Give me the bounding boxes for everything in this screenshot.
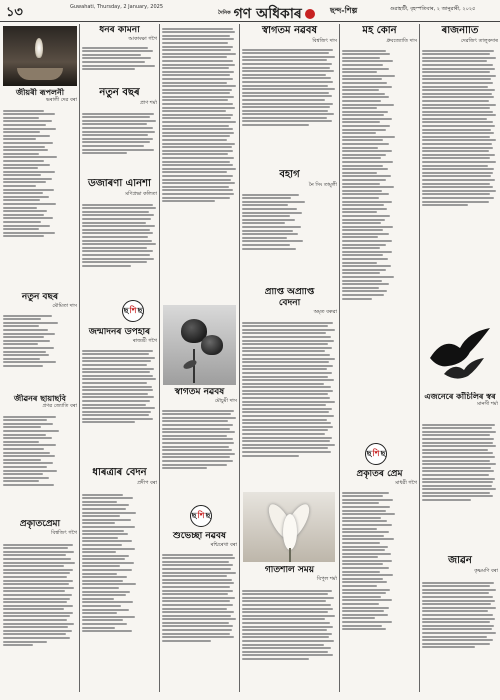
article-ujar-anisa: [82, 179, 157, 199]
article-title: নতুন বছৰ: [21, 293, 59, 302]
article-title: ধৰিত্ৰীৰ বেদন: [92, 468, 147, 478]
logo-left-glyph: ছ: [191, 509, 197, 520]
article-body: [422, 48, 498, 310]
logo-mid-glyph: শি: [129, 304, 137, 315]
column-rule: [239, 24, 240, 692]
article-dharitrir-bedon: [82, 468, 157, 488]
section-title: ছন্দ-শিল্প: [330, 6, 358, 15]
article-author: বিশ্বজিৎ গগৈ: [51, 530, 77, 537]
article-jiyori: [3, 88, 77, 105]
article-notun-bosor-2: [3, 293, 77, 311]
article-title: বহাগ: [279, 170, 300, 180]
publication-logo: [122, 300, 144, 322]
article-title: স্বাগতম নৱবৰ্ষ: [174, 388, 225, 397]
article-title: ধনৰ কামনা: [99, 26, 140, 35]
article-body: [3, 414, 77, 516]
article-title: গতিশীল সময়: [264, 566, 315, 575]
logo-right-glyph: ছ: [380, 447, 386, 458]
article-author: ৰশ্মিৰেখা বৰা: [210, 542, 237, 549]
publication-logo: [190, 505, 212, 527]
article-author: ধ্ৰুবজ্যোতি দাস: [386, 37, 417, 44]
article-prakritipremi: [3, 520, 77, 538]
article-author: বিশ্বজিৎ দাস: [312, 37, 337, 44]
column-rule: [339, 24, 340, 692]
logo-mid-glyph: শি: [197, 509, 205, 520]
logo-left-glyph: ছ: [366, 447, 372, 458]
page-number: ১৩: [6, 5, 23, 20]
article-dhanar-kaman: [82, 26, 157, 44]
article-title: বেদনা: [278, 299, 301, 308]
article-author: ভৰালী দেৱ বৰা: [46, 97, 77, 104]
article-title: জীৱনৰ ছায়াছবি: [14, 394, 66, 403]
article-body: [82, 492, 157, 690]
article-author: নৈ সিং তামুলী: [308, 181, 337, 188]
masthead: [218, 2, 315, 26]
article-author: ৰাজশ্ৰী গগৈ: [132, 338, 157, 345]
article-body: [342, 48, 417, 440]
article-jibon: [422, 556, 498, 576]
masthead-name: গণ অধিকাৰ: [233, 6, 302, 22]
article-body: [82, 202, 157, 300]
article-body: [3, 313, 77, 391]
article-title: জন্মদিনৰ উপহাৰ: [88, 328, 151, 337]
article-body: [342, 490, 417, 690]
dateline: Guwahati, Thursday, 2 January, 2025: [70, 4, 164, 10]
article-title: স্বাগতম নৱবৰ্ষ: [262, 26, 317, 36]
lily-flower-photo: [243, 492, 335, 562]
article-body: [242, 320, 337, 488]
article-title: প্ৰকৃতিপ্ৰেমী: [19, 520, 61, 529]
article-title: শুভেচ্ছা নৱবৰ্ষ: [173, 532, 226, 541]
column-rule: [419, 24, 420, 692]
article-beduna: [242, 299, 337, 317]
article-author: প্ৰণৱ জ্যোতি বৰা: [42, 403, 77, 410]
article-title: প্ৰকৃতিৰ প্ৰেম: [356, 470, 403, 479]
article-title: ৰাজনীতি: [441, 26, 479, 36]
column-rule: [79, 24, 80, 692]
article-swagotom-1: [242, 26, 337, 46]
article-title: জীৱন: [448, 556, 472, 566]
article-swagotom-2: [162, 388, 237, 406]
article-author: বিপুল শৰ্মা: [316, 576, 337, 583]
article-bohag: [242, 170, 337, 190]
masthead-small: দৈনিক: [218, 10, 231, 16]
article-body: [422, 422, 498, 552]
logo-right-glyph: ছ: [205, 509, 211, 520]
article-title: উজাৰণী এনিশা: [88, 179, 151, 189]
logo-mid-glyph: শি: [372, 447, 380, 458]
article-body: [162, 408, 237, 502]
article-author: প্ৰাণ শৰ্মা: [140, 99, 157, 106]
article-title: নতুন বছৰ: [99, 88, 140, 98]
publication-logo: [365, 443, 387, 465]
article-prokritir-prem: [342, 470, 417, 488]
logo-right-glyph: ছ: [137, 304, 143, 315]
article-body: [242, 47, 337, 167]
article-body: [82, 111, 157, 175]
article-prapti-aprapti: [242, 288, 337, 297]
article-title: প্ৰাপ্তি অপ্ৰাপ্তি: [264, 288, 315, 297]
column-rule: [159, 24, 160, 692]
rose-flower-photo: [163, 305, 236, 385]
article-ekjoni-kuhili: [422, 392, 498, 409]
article-title: জীয়ৰী ৰূপলনী: [15, 88, 65, 97]
article-jonmor-upohar: [82, 328, 157, 346]
article-shubhechha: [162, 532, 237, 550]
article-author: কৃষ্ণমণি বৰা: [474, 567, 498, 574]
article-title: এজনেৰে কাঁচিলিৰ স্বৰ: [424, 392, 496, 401]
article-author: মণিপ্ৰভা কলিতা: [125, 190, 157, 197]
article-body: [162, 26, 237, 300]
page-header: [0, 0, 500, 22]
article-body: [3, 542, 77, 690]
local-date: গুৱাহাটী, বৃহস্পতিবাৰ, ২ জানুৱাৰী, ২০২৫: [390, 6, 476, 12]
article-body: [82, 348, 157, 464]
masthead-emblem-icon: [305, 9, 315, 19]
article-author: প্ৰদীপ বৰা: [137, 479, 157, 486]
article-body: [3, 108, 77, 288]
article-gotibhim: [242, 566, 337, 584]
diya-lamp-photo: [3, 26, 77, 86]
article-author: দেৱজিৎ তালুকদাৰ: [460, 37, 498, 44]
article-author: মৌচুমী দাস: [214, 398, 237, 405]
article-title: মই কোন: [362, 26, 397, 36]
article-rajniti: [422, 26, 498, 46]
article-moi-kon: [342, 26, 417, 46]
article-notun-bosor-1: [82, 88, 157, 108]
article-body: [162, 552, 237, 690]
article-jibonor-chayachobi: [3, 394, 77, 411]
article-author: মানসী শৰ্মা: [477, 401, 498, 408]
birds-silhouette-illustration: [424, 318, 496, 388]
article-body: [82, 45, 157, 85]
article-body: [242, 588, 337, 690]
article-body: [242, 192, 337, 284]
article-body: [422, 580, 498, 690]
article-author: অমৃত বৰুৱা: [313, 309, 337, 316]
logo-left-glyph: ছ: [123, 304, 129, 315]
article-author: মাধৱী গগৈ: [395, 480, 417, 487]
article-author: মৌমিতা দাস: [52, 303, 77, 310]
article-author: আকাংক্ষা গগৈ: [128, 36, 157, 43]
